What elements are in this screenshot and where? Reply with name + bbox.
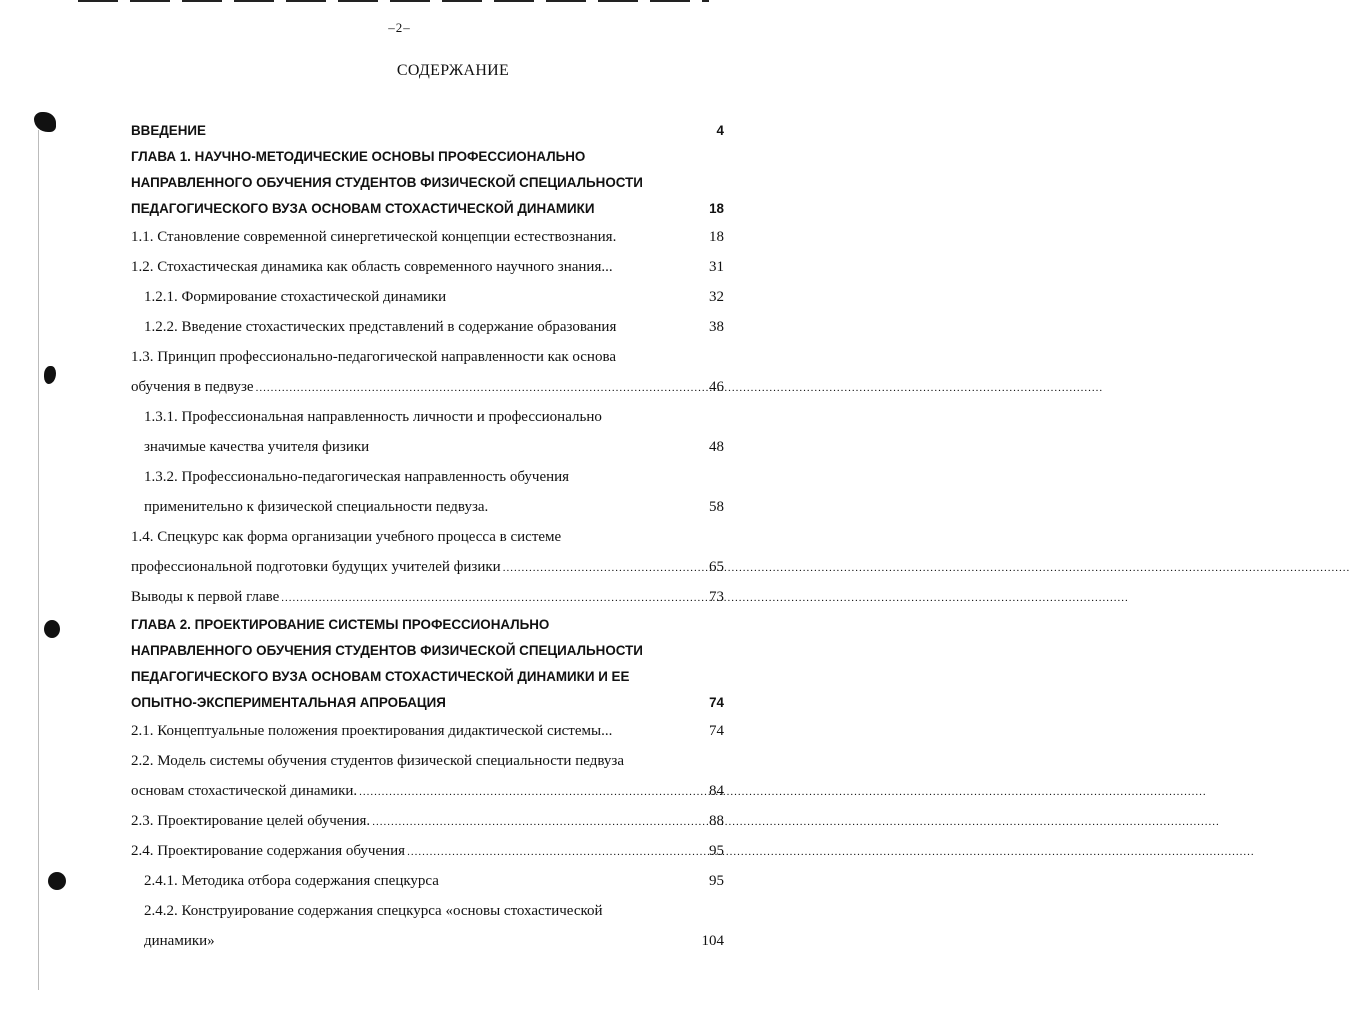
toc-entry-text: 1.2.1. Формирование стохастической динамики bbox=[144, 289, 447, 305]
hole-punch-mark bbox=[44, 366, 56, 384]
toc-entry bbox=[131, 522, 724, 582]
toc-entry-line bbox=[131, 144, 724, 170]
toc-entry-line bbox=[131, 664, 724, 690]
toc-entry-text: 2.2. Модель системы обучения студентов физической специальности педвуза bbox=[131, 753, 624, 769]
toc-entry bbox=[131, 896, 724, 956]
toc-page-number: 65 bbox=[709, 559, 724, 575]
toc-entry-line bbox=[144, 866, 724, 896]
toc-page-number: 18 bbox=[709, 201, 724, 216]
page-title: СОДЕРЖАНИЕ bbox=[396, 62, 510, 79]
toc-entry bbox=[131, 612, 724, 716]
toc-page-number: 38 bbox=[709, 319, 724, 335]
toc-entry-text: обучения в педвузе bbox=[131, 379, 254, 395]
toc-entry-text: 2.4.1. Методика отбора содержания спецкурса bbox=[144, 873, 439, 889]
toc-entry-text: значимые качества учителя физики bbox=[144, 439, 370, 455]
toc-page-number: 74 bbox=[709, 723, 724, 739]
toc-page-number: 73 bbox=[709, 589, 724, 605]
toc-entry bbox=[131, 342, 724, 402]
toc-entry-text: 2.1. Концептуальные положения проектирования дидактической системы... bbox=[131, 723, 613, 739]
toc-entry-line bbox=[144, 896, 724, 926]
toc-entry-line bbox=[131, 746, 724, 776]
toc-page-number: 48 bbox=[709, 439, 724, 455]
toc-entry-line bbox=[144, 926, 724, 956]
toc-entry bbox=[131, 222, 724, 252]
toc-entry-text: ПЕДАГОГИЧЕСКОГО ВУЗА ОСНОВАМ СТОХАСТИЧЕСКОЙ ДИНАМИКИ bbox=[131, 201, 595, 216]
toc-entry bbox=[131, 252, 724, 282]
toc-entry-line bbox=[144, 432, 724, 462]
margin-scan-line bbox=[38, 130, 39, 990]
toc-entry-line bbox=[131, 716, 724, 746]
toc-entry-line bbox=[144, 402, 724, 432]
toc-entry-line bbox=[131, 638, 724, 664]
toc-entry bbox=[131, 582, 724, 612]
toc-page-number: 4 bbox=[716, 123, 724, 138]
toc-entry-text: Выводы к первой главе bbox=[131, 589, 280, 605]
toc-entry-line bbox=[131, 806, 724, 836]
toc-entry-line bbox=[131, 776, 724, 806]
toc-entry-text: 1.2. Стохастическая динамика как область современного научного знания... bbox=[131, 259, 613, 275]
toc-entry bbox=[131, 144, 724, 222]
toc-entry-line bbox=[144, 312, 724, 342]
toc-entry-text: 1.3.2. Профессионально-педагогическая направленность обучения bbox=[144, 469, 570, 485]
toc-page-number: 95 bbox=[709, 843, 724, 859]
toc-entry-text: НАПРАВЛЕННОГО ОБУЧЕНИЯ СТУДЕНТОВ ФИЗИЧЕСКОЙ СПЕЦИАЛЬНОСТИ bbox=[131, 643, 643, 658]
toc-entry-line bbox=[144, 282, 724, 312]
toc-entry-text: 1.2.2. Введение стохастических представлений в содержание образования bbox=[144, 319, 617, 335]
toc-entry-text: ВВЕДЕНИЕ bbox=[131, 123, 206, 138]
toc-entry-line bbox=[131, 552, 724, 582]
page-number: –2– bbox=[388, 20, 411, 35]
toc-entry bbox=[131, 282, 724, 312]
toc-entry-line bbox=[131, 196, 724, 222]
toc-entry-text: 1.3. Принцип профессионально-педагогической направленности как основа bbox=[131, 349, 617, 365]
toc-page-number: 84 bbox=[709, 783, 724, 799]
toc-entry bbox=[131, 746, 724, 806]
toc-entry-line bbox=[131, 118, 724, 144]
toc-entry-line bbox=[131, 690, 724, 716]
toc-entry-text: 2.4. Проектирование содержания обучения bbox=[131, 843, 406, 859]
toc-page-number: 74 bbox=[709, 695, 724, 710]
toc-entry-text: основам стохастической динамики. bbox=[131, 783, 358, 799]
toc-page-number: 31 bbox=[709, 259, 724, 275]
toc-entry-line bbox=[131, 836, 724, 866]
dot-leader bbox=[503, 552, 707, 583]
toc-entry-text: 1.3.1. Профессиональная направленность личности и профессионально bbox=[144, 409, 602, 425]
toc-entry-line bbox=[131, 612, 724, 638]
toc-entry-text: ПЕДАГОГИЧЕСКОГО ВУЗА ОСНОВАМ СТОХАСТИЧЕСКОЙ ДИНАМИКИ И ЕЕ bbox=[131, 669, 630, 684]
dot-leader bbox=[407, 836, 707, 867]
toc-entry-text: 2.4.2. Конструирование содержания спецкурса «основы стохастической bbox=[144, 903, 603, 919]
toc-entry bbox=[131, 462, 724, 522]
toc-entry-line bbox=[144, 462, 724, 492]
toc-entry-text: применительно к физической специальности педвуза. bbox=[144, 499, 489, 515]
toc-entry-text: 1.1. Становление современной синергетической концепции естествознания. bbox=[131, 229, 617, 245]
toc-entry-line bbox=[131, 582, 724, 612]
toc-page-number: 46 bbox=[709, 379, 724, 395]
dot-leader bbox=[256, 372, 707, 403]
toc-entry-line bbox=[131, 170, 724, 196]
hole-punch-mark bbox=[48, 872, 66, 890]
dot-leader bbox=[281, 582, 707, 613]
toc-page-number: 32 bbox=[709, 289, 724, 305]
toc-entry-text: ОПЫТНО-ЭКСПЕРИМЕНТАЛЬНАЯ АПРОБАЦИЯ bbox=[131, 695, 446, 710]
toc-entry-text: динамики» bbox=[144, 933, 215, 949]
toc-entry-line bbox=[131, 372, 724, 402]
dot-leader bbox=[359, 776, 707, 807]
toc-entry-text: 1.4. Спецкурс как форма организации учебного процесса в системе bbox=[131, 529, 562, 545]
dot-leader bbox=[372, 806, 707, 837]
hole-punch-mark bbox=[34, 112, 56, 132]
toc-entry bbox=[131, 118, 724, 144]
toc-page-number: 58 bbox=[709, 499, 724, 515]
toc-page-number: 95 bbox=[709, 873, 724, 889]
toc-entry-text: профессиональной подготовки будущих учителей физики bbox=[131, 559, 501, 575]
toc-page-number: 18 bbox=[709, 229, 724, 245]
toc-page-number: 88 bbox=[709, 813, 724, 829]
scan-top-edge bbox=[78, 0, 709, 2]
toc-entry bbox=[131, 312, 724, 342]
toc-entry bbox=[131, 836, 724, 866]
toc-entry-text: НАПРАВЛЕННОГО ОБУЧЕНИЯ СТУДЕНТОВ ФИЗИЧЕСКОЙ СПЕЦИАЛЬНОСТИ bbox=[131, 175, 643, 190]
toc-entry-line bbox=[131, 252, 724, 282]
toc-entry-text: ГЛАВА 2. ПРОЕКТИРОВАНИЕ СИСТЕМЫ ПРОФЕССИОНАЛЬНО bbox=[131, 617, 550, 632]
toc-entry bbox=[131, 402, 724, 462]
toc-entry-text: ГЛАВА 1. НАУЧНО-МЕТОДИЧЕСКИЕ ОСНОВЫ ПРОФЕССИОНАЛЬНО bbox=[131, 149, 586, 164]
hole-punch-mark bbox=[44, 620, 60, 638]
toc-entry-text: 2.3. Проектирование целей обучения. bbox=[131, 813, 371, 829]
toc-entry-line bbox=[144, 492, 724, 522]
toc-entry-line bbox=[131, 222, 724, 252]
toc-entry bbox=[131, 866, 724, 896]
toc-entry bbox=[131, 716, 724, 746]
toc-page-number: 104 bbox=[701, 933, 724, 949]
toc-entry-line bbox=[131, 342, 724, 372]
toc-entry bbox=[131, 806, 724, 836]
table-of-contents bbox=[131, 118, 724, 956]
toc-entry-line bbox=[131, 522, 724, 552]
